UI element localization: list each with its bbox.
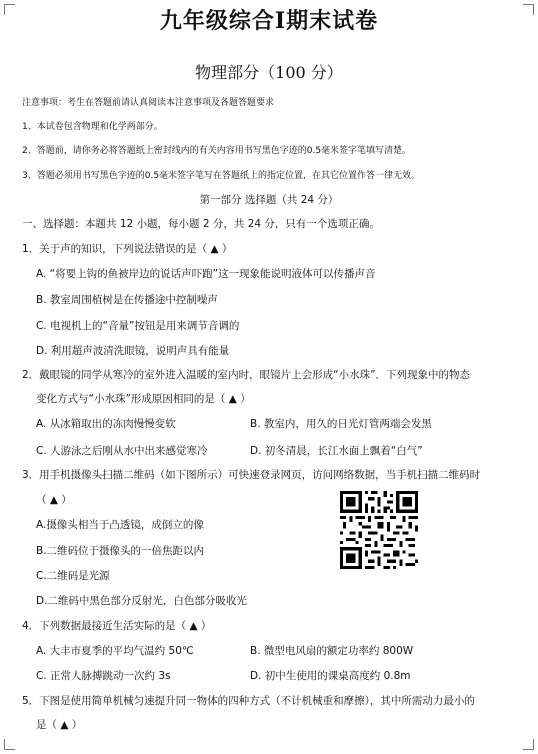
question-4-option-b: B. 微型电风扇的额定功率约 800W: [250, 645, 414, 657]
question-3-option-a: A.摄像头相当于凸透镜，成倒立的像: [36, 519, 204, 531]
question-4-option-d: D. 初中生使用的课桌高度约 0.8m: [250, 670, 411, 682]
note-item-3: 3、答题必须用书写黑色字迹的0.5毫米签字笔写在答题纸上的指定位置，在其它位置作答一律无效。: [22, 171, 421, 181]
question-3-stem-line-2: （ ▲ ）: [36, 494, 72, 506]
question-3-option-c: C.二维码是光源: [36, 570, 110, 582]
question-1-option-c: C. 电视机上的“音量”按钮是用来调节音调的: [36, 320, 240, 332]
question-1-option-a: A. “将要上钩的鱼被岸边的说话声吓跑”这一现象能说明液体可以传播声音: [36, 268, 376, 280]
crop-mark-bottom-left: [4, 739, 15, 750]
question-1-stem: 1．关于声的知识，下列说法错误的是（ ▲ ）: [22, 243, 233, 255]
question-2-option-a: A. 从冰箱取出的冻肉慢慢变软: [36, 418, 176, 430]
question-3-option-d: D.二维码中黑色部分反射光，白色部分吸收光: [36, 595, 247, 607]
notes-heading: 注意事项：考生在答题前请认真阅读本注意事项及各题答题要求: [22, 98, 275, 108]
part-instruction: 一、选择题：本题共 12 小题，每小题 2 分，共 24 分，只有一个选项正确。: [22, 218, 380, 230]
note-item-1: 1、本试卷包含物理和化学两部分。: [22, 122, 163, 132]
question-5-stem-line-1: 5．下图是使用简单机械匀速提升同一物体的四种方式（不计机械重和摩擦），其中所需动力最小的: [22, 695, 475, 707]
section-subtitle: 物理部分（100 分）: [195, 63, 343, 82]
question-3-stem-line-1: 3．用手机摄像头扫描二维码（如下图所示）可快速登录网页，访问网络数据，当手机扫描二维码时: [22, 469, 481, 481]
exam-title: 九年级综合Ⅰ期末试卷: [159, 8, 379, 34]
question-2-option-c: C. 人游泳之后刚从水中出来感觉寒冷: [36, 445, 208, 457]
part-title: 第一部分 选择题（共 24 分）: [199, 194, 339, 206]
qr-code-image: [340, 491, 418, 569]
question-2-option-b: B. 教室内，用久的日光灯管两端会发黑: [250, 418, 432, 430]
question-3-option-b: B.二维码位于摄像头的一倍焦距以内: [36, 545, 205, 557]
question-1-option-b: B. 教室周围植树是在传播途中控制噪声: [36, 294, 218, 306]
question-4-stem: 4．下列数据最接近生活实际的是（ ▲ ）: [22, 620, 212, 632]
crop-mark-bottom-right: [523, 739, 534, 750]
question-4-option-c: C. 正常人脉搏跳动一次约 3s: [36, 670, 171, 682]
note-item-2: 2、答题前，请你务必将答题纸上密封线内的有关内容用书写黑色字迹的0.5毫米签字笔填写清楚。: [22, 146, 412, 156]
question-4-option-a: A. 大丰市夏季的平均气温约 50℃: [36, 645, 194, 657]
question-1-option-d: D. 利用超声波清洗眼镜，说明声具有能量: [36, 345, 230, 357]
question-5-stem-line-2: 是（ ▲ ）: [36, 719, 83, 731]
question-2-stem-line-1: 2．戴眼镜的同学从寒冷的室外进入温暖的室内时，眼镜片上会形成“小水珠”．下列现象中的物态: [22, 369, 471, 381]
question-2-option-d: D. 初冬清晨，长江水面上飘着“白气”: [250, 445, 423, 457]
question-2-stem-line-2: 变化方式与“小水珠”形成原因相同的是（ ▲ ）: [36, 393, 251, 405]
